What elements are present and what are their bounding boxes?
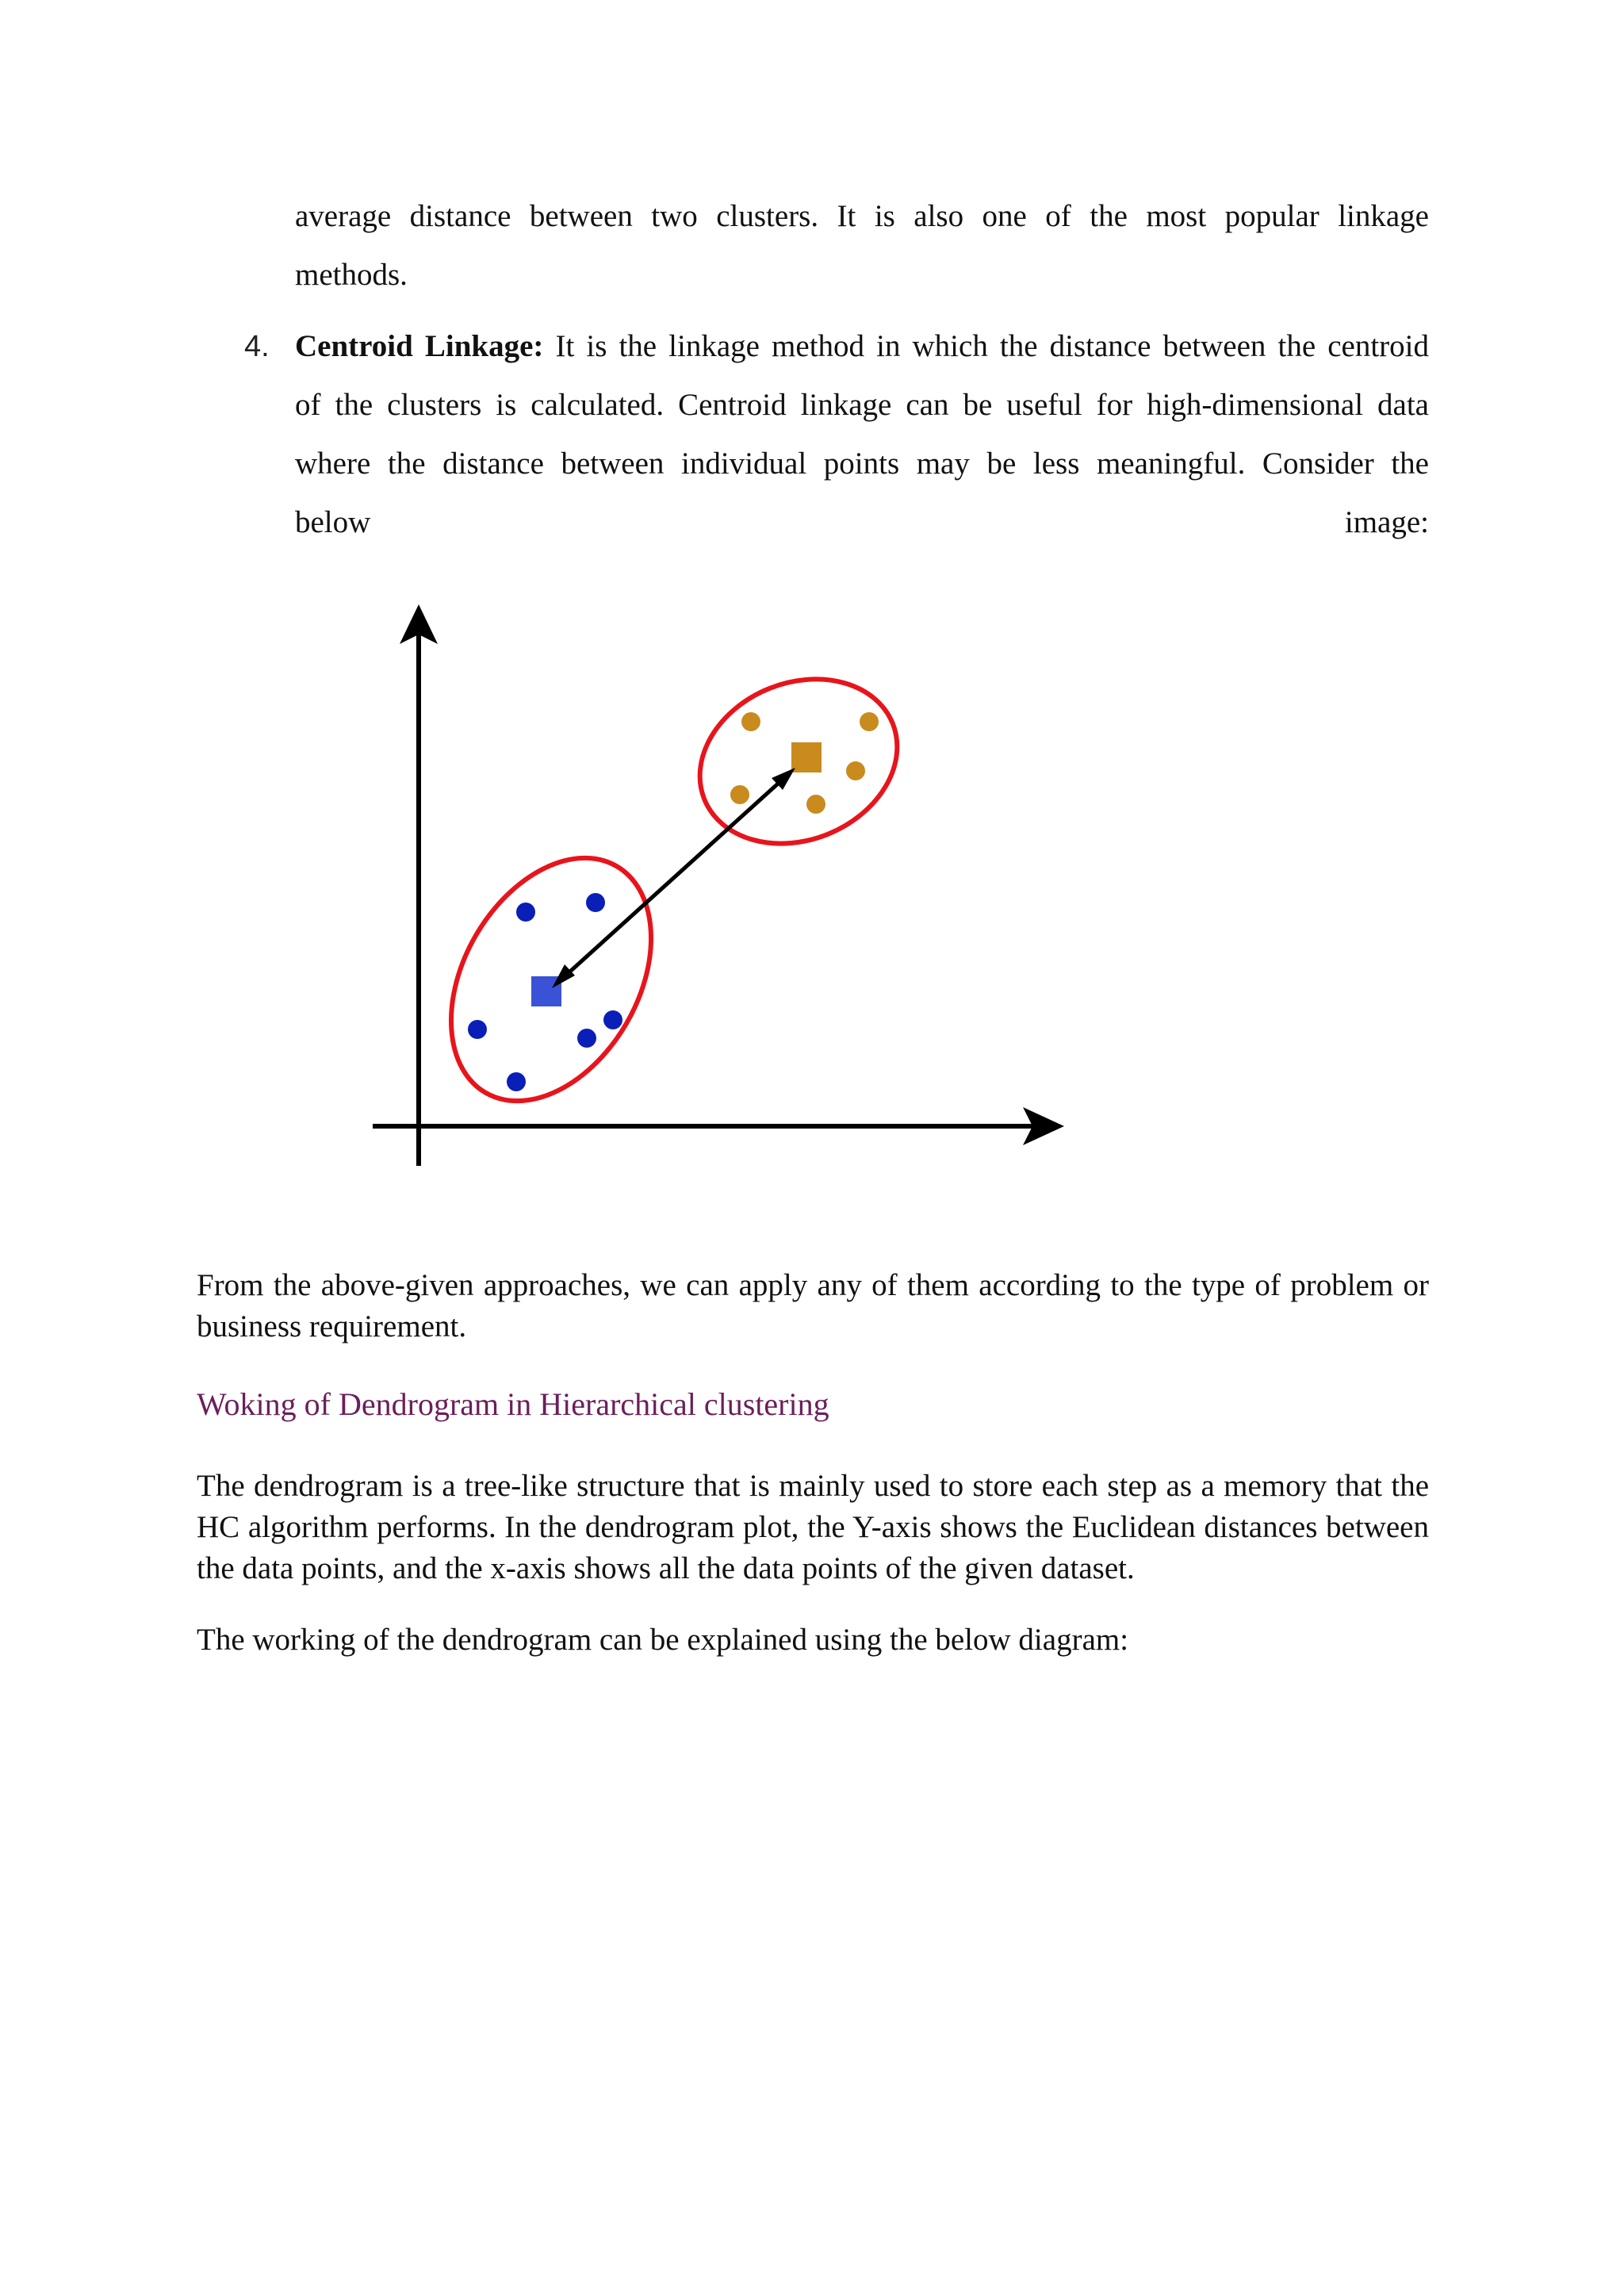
text-line: average distance between two clusters. It is also one of the most popular linkage bbox=[295, 199, 1429, 233]
cluster-a-point bbox=[468, 1020, 487, 1039]
cluster-b-point bbox=[806, 795, 825, 814]
cluster-a-point bbox=[577, 1029, 596, 1048]
paragraph: The dendrogram is a tree-like structure that is mainly used to store each step as a memory that the HC algorithm performs. In the dendrogram plot, the Y-axis shows the Euclidean distances between the data points, and the x-axis shows all the data points of the given dataset. bbox=[197, 1469, 1429, 1585]
list-number: 4. bbox=[244, 330, 270, 363]
cluster-a-point bbox=[507, 1072, 526, 1091]
list-item-centroid-linkage bbox=[295, 317, 1429, 552]
text-line: methods. bbox=[295, 258, 408, 292]
centroid-distance-line bbox=[563, 777, 785, 978]
list-item-continuation bbox=[295, 187, 1429, 305]
section-heading: Woking of Dendrogram in Hierarchical clustering bbox=[197, 1386, 829, 1422]
cluster-b-point bbox=[730, 785, 749, 804]
cluster-a-point bbox=[516, 903, 535, 922]
paragraph: From the above-given approaches, we can apply any of them according to the type of problem or business requirement. bbox=[197, 1268, 1429, 1343]
cluster-b-point bbox=[860, 712, 879, 731]
text-fragment: image: bbox=[1344, 505, 1429, 539]
text-line bbox=[295, 317, 1429, 376]
term-title: Centroid Linkage: bbox=[295, 329, 544, 363]
cluster-a-point bbox=[603, 1010, 622, 1029]
text-line: of the clusters is calculated. Centroid linkage can be useful for high-dimensional data bbox=[295, 388, 1429, 422]
paragraph: The working of the dendrogram can be explained using the below diagram: bbox=[197, 1623, 1129, 1657]
cluster-a-point bbox=[586, 893, 605, 912]
text-line: where the distance between individual points may be less meaningful. Consider the bbox=[295, 447, 1429, 481]
cluster-b-point bbox=[741, 712, 760, 731]
cluster-b-point bbox=[846, 761, 865, 780]
cluster-b-centroid bbox=[791, 742, 822, 772]
text-fragment: below bbox=[295, 505, 371, 539]
text-fragment: It is the linkage method in which the distance between the centroid bbox=[543, 329, 1429, 363]
centroid-linkage-figure bbox=[365, 595, 1078, 1174]
text-line bbox=[295, 493, 1429, 552]
